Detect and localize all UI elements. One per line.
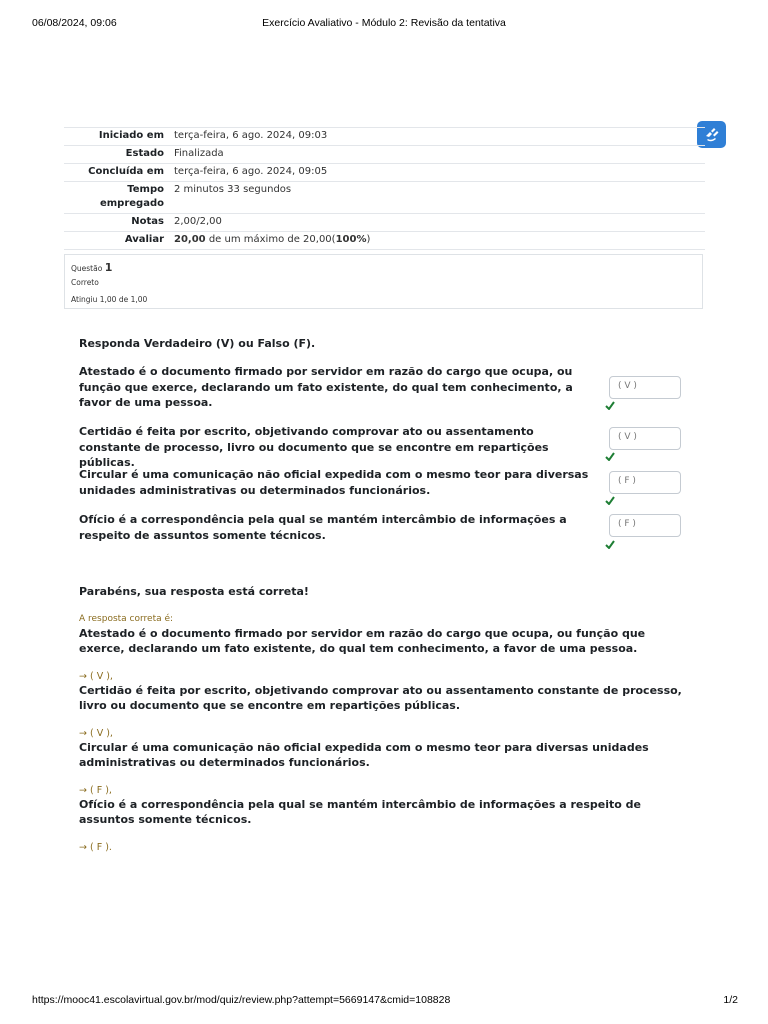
summary-label: Concluída em — [88, 166, 164, 177]
summary-value: Finalizada — [174, 148, 224, 159]
summary-value: terça-feira, 6 ago. 2024, 09:05 — [174, 166, 328, 177]
statement-text: Circular é uma comunicação não oficial expedida com o mesmo teor para diversas unidades administrativas ou determinados funcionários. — [79, 468, 589, 497]
right-answer-value: → ( F ). — [79, 842, 112, 853]
summary-label: Notas — [131, 216, 164, 227]
statement-text: Certidão é feita por escrito, objetivando comprovar ato ou assentamento constante de processo, livro ou documento que se encontre em repartições públicas. — [79, 425, 549, 469]
right-answer-value: → ( F ), — [79, 785, 112, 796]
summary-row-completed — [64, 164, 705, 182]
summary-value: 2,00/2,00 — [174, 216, 222, 227]
question-instruction: Responda Verdadeiro (V) ou Falso (F). — [79, 337, 316, 350]
grade-percent: 100% — [335, 234, 367, 245]
summary-row-marks — [64, 214, 705, 232]
check-icon — [605, 452, 615, 461]
print-datetime: 06/08/2024, 09:06 — [32, 17, 117, 29]
summary-value — [164, 232, 705, 250]
print-url: https://mooc41.escolavirtual.gov.br/mod/quiz/review.php?attempt=5669147&cmid=108828 — [32, 994, 451, 1006]
summary-label: Estado — [125, 148, 164, 159]
right-answer-value: → ( V ), — [79, 728, 113, 739]
summary-label: Iniciado em — [98, 130, 164, 141]
feedback-message: Parabéns, sua resposta está correta! — [79, 585, 309, 598]
print-document-title: Exercício Avaliativo - Módulo 2: Revisão da tentativa — [262, 17, 506, 29]
check-icon — [605, 540, 615, 549]
summary-value: terça-feira, 6 ago. 2024, 09:03 — [174, 130, 328, 141]
check-icon — [605, 401, 615, 410]
sign-language-hands-icon — [703, 127, 721, 143]
summary-value: 2 minutos 33 segundos — [174, 184, 292, 195]
right-answer-value: → ( V ), — [79, 671, 113, 682]
summary-label: Avaliar — [124, 234, 164, 245]
attempt-summary-table — [64, 127, 705, 250]
question-state: Correto — [71, 278, 99, 287]
answer-select[interactable]: ( V ) — [609, 427, 681, 450]
answer-select[interactable]: ( F ) — [609, 514, 681, 537]
grade-value: 20,00 — [174, 234, 206, 245]
check-icon — [605, 496, 615, 505]
right-answer-text: Circular é uma comunicação não oficial expedida com o mesmo teor para diversas unidades administrativas ou determinados funcionários. — [79, 741, 649, 769]
summary-row-started — [64, 128, 705, 146]
summary-row-grade — [64, 232, 705, 250]
right-answer-label: A resposta correta é: — [79, 614, 174, 624]
right-answer-text: Ofício é a correspondência pela qual se mantém intercâmbio de informações a respeito de assuntos somente técnicos. — [79, 798, 641, 826]
statement-text: Ofício é a correspondência pela qual se mantém intercâmbio de informações a respeito de assuntos somente técnicos. — [79, 513, 567, 542]
answer-select[interactable]: ( F ) — [609, 471, 681, 494]
question-number — [71, 261, 112, 274]
question-info-box — [64, 254, 703, 309]
question-label: Questão — [71, 264, 103, 273]
question-number-value: 1 — [104, 261, 113, 274]
statement-text: Atestado é o documento firmado por servidor em razão do cargo que ocupa, ou função que exerce, declarando um fato existente, do qual tem conhecimento, a favor de uma pessoa. — [79, 365, 573, 409]
summary-label: Tempo empregado — [99, 184, 164, 209]
summary-row-time-taken — [64, 182, 705, 214]
right-answer-text: Atestado é o documento firmado por servidor em razão do cargo que ocupa, ou função que exerce, declarando um fato existente, do qual tem conhecimento, a favor de uma pessoa. — [79, 627, 646, 655]
grade-max-text: de um máximo de 20,00( — [205, 234, 336, 245]
question-grade: Atingiu 1,00 de 1,00 — [71, 295, 148, 304]
answer-select[interactable]: ( V ) — [609, 376, 681, 399]
grade-close-paren: ) — [366, 234, 371, 245]
summary-row-state — [64, 146, 705, 164]
right-answer-text: Certidão é feita por escrito, objetivando comprovar ato ou assentamento constante de processo, livro ou documento que se encontre em repartições públicas. — [79, 684, 682, 712]
print-page-number: 1/2 — [723, 994, 738, 1006]
